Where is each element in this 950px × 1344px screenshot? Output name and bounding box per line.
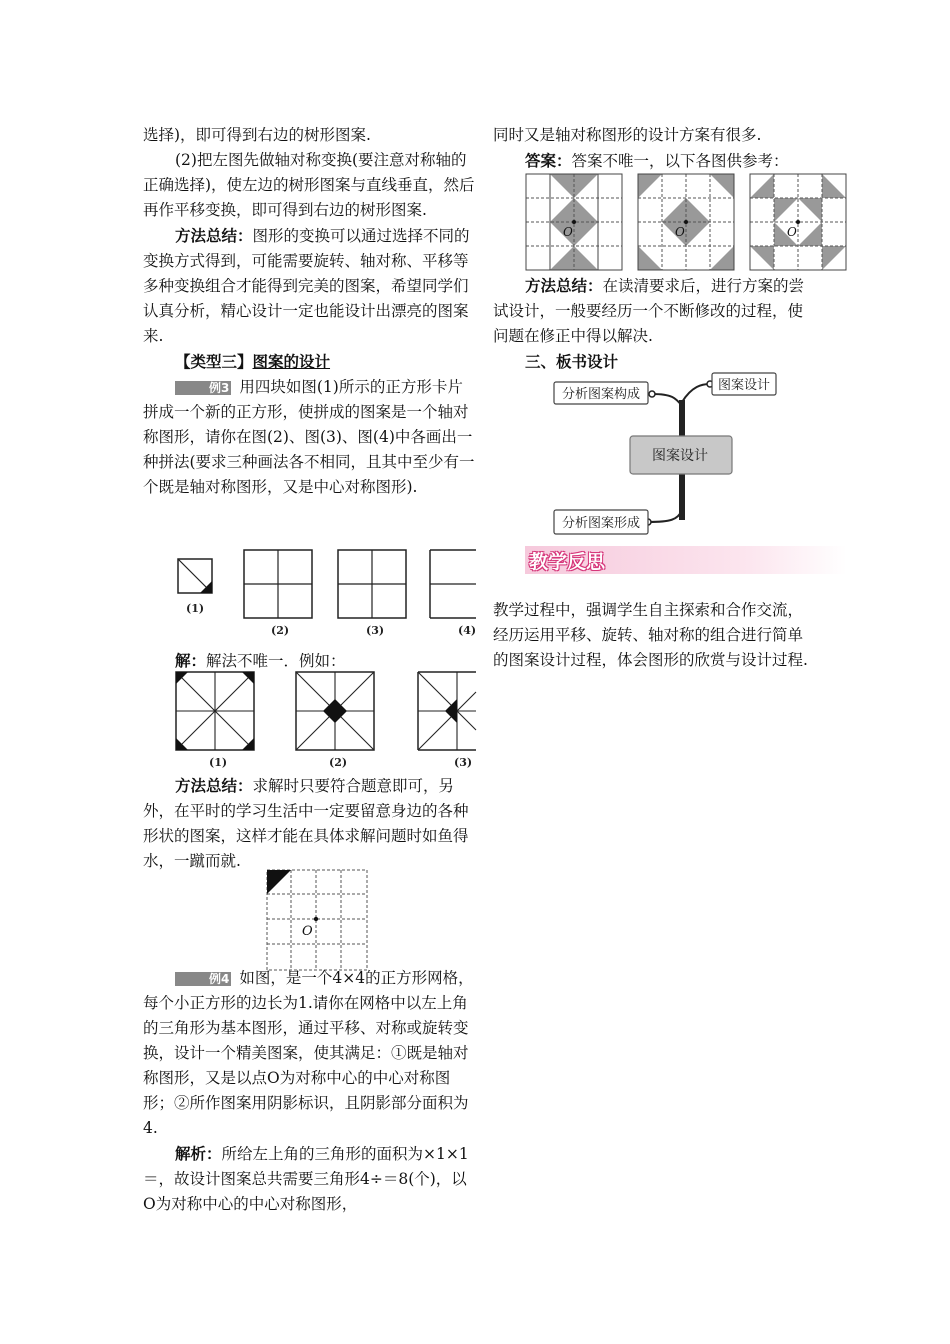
right-column bbox=[493, 123, 815, 174]
svg-text:分析图案构成: 分析图案构成 bbox=[562, 387, 641, 402]
caption: (3) bbox=[366, 624, 385, 637]
answer-line: 答案：答案不唯一，以下各图供参考： bbox=[525, 151, 789, 170]
caption: (2) bbox=[271, 624, 290, 637]
example3-figures bbox=[170, 546, 480, 641]
svg-text:O: O bbox=[787, 225, 797, 239]
example3: 例3 用四块如图(1)所示的正方形卡片拼成一个新的正方形，使拼成的图案是一个轴对称图形，请你在图(2)、图(3)、图(4)中各画出一种拼法(要求三种画法各不相同，且其中至少有一个既是轴对称图形，又是中心对称图形). bbox=[143, 378, 475, 496]
caption: (4) bbox=[458, 624, 477, 637]
method-summary-1: 方法总结：图形的变换可以通过选择不同的变换方式得到，可能需要旋转、轴对称、平移等多种变换组合才能得到完美的图案，希望同学们认真分析，精心设计一定也能设计出漂亮的图案来. bbox=[143, 226, 470, 345]
solution-patterns bbox=[170, 669, 480, 773]
answer-figure-2 bbox=[638, 174, 734, 270]
reflection-banner bbox=[525, 546, 847, 574]
reflection-text: 教学过程中，强调学生自主探索和合作交流，经历运用平移、旋转、轴对称的组合进行简单的图案设计过程，体会图形的欣赏与设计过程. bbox=[493, 601, 808, 669]
solution-figure-2 bbox=[296, 672, 374, 750]
section-title: 三、板书设计 bbox=[525, 352, 619, 371]
center-label: O bbox=[302, 924, 313, 939]
caption: (1) bbox=[209, 756, 228, 769]
grid-4x4 bbox=[266, 869, 368, 971]
solution-figures bbox=[170, 669, 480, 773]
square-card-figures bbox=[170, 546, 480, 641]
answer-patterns bbox=[524, 172, 849, 272]
grid-figure-4 bbox=[430, 550, 476, 618]
board-diagram bbox=[552, 372, 792, 538]
board-mindmap bbox=[552, 372, 792, 538]
grid-figure-3 bbox=[338, 550, 406, 618]
svg-text:分析图案形成: 分析图案形成 bbox=[562, 516, 641, 531]
example4-grid bbox=[266, 869, 368, 971]
center-point bbox=[314, 917, 318, 921]
svg-text:图案设计: 图案设计 bbox=[718, 378, 771, 393]
base-triangle bbox=[267, 870, 291, 894]
type3-heading: 【类型三】图案的设计 bbox=[175, 352, 331, 371]
svg-text:O: O bbox=[675, 225, 685, 239]
caption: (2) bbox=[329, 756, 348, 769]
paragraph: 选择)，即可得到右边的树形图案. bbox=[143, 126, 371, 144]
left-column bbox=[143, 123, 476, 500]
example-badge: 例3 bbox=[175, 381, 231, 395]
method-summary-3: 方法总结：在读清要求后，进行方案的尝试设计，一般要经历一个不断修改的过程，使问题在修正中得以解决. 三、板书设计 bbox=[493, 273, 815, 374]
paragraph: (2)把左图先做轴对称变换(要注意对称轴的正确选择)，使左边的树形图案与直线垂直，然后再作平移变换，即可得到右边的树形图案. bbox=[143, 151, 475, 219]
grid-figure-2 bbox=[244, 550, 312, 618]
svg-text:O: O bbox=[563, 225, 573, 239]
solution-figure-1 bbox=[176, 672, 254, 750]
answer-figure-3 bbox=[750, 174, 846, 270]
card-figure-1 bbox=[178, 559, 212, 593]
banner-title: 教学反思 bbox=[529, 551, 606, 573]
answer-figure-1 bbox=[526, 174, 622, 270]
example-badge: 例4 bbox=[175, 972, 231, 986]
method-summary-2: 方法总结：求解时只要符合题意即可，另外，在平时的学习生活中一定要留意身边的各种形状的图案，这样才能在具体求解问题时如鱼得水，一蹴而就. bbox=[143, 776, 469, 870]
paragraph: 同时又是轴对称图形的设计方案有很多. bbox=[493, 126, 762, 144]
svg-text:图案设计: 图案设计 bbox=[652, 448, 708, 464]
caption: (3) bbox=[454, 756, 473, 769]
solution-figure-3 bbox=[418, 672, 476, 750]
example4: 例4 如图，是一个4×4的正方形网格，每个小正方形的边长为1.请你在网格中以左上角的三角形为基本图形，通过平移、对称或旋转变换，设计一个精美图案，使其满足：①既是轴对称图形，又是以点O为对称中心的中心对称图形；②所作图案用阴影标识，且阴影部分面积为4. 解析：所给左上角的三角形的面积为×1×1＝，故设计图案总共需要三角形4÷＝8(个)，以O为对称中心的中心对称图形， bbox=[143, 969, 474, 1213]
caption: (1) bbox=[186, 602, 205, 615]
answer-figures bbox=[524, 172, 849, 272]
solution-line: 解：解法不唯一．例如： bbox=[175, 651, 346, 670]
